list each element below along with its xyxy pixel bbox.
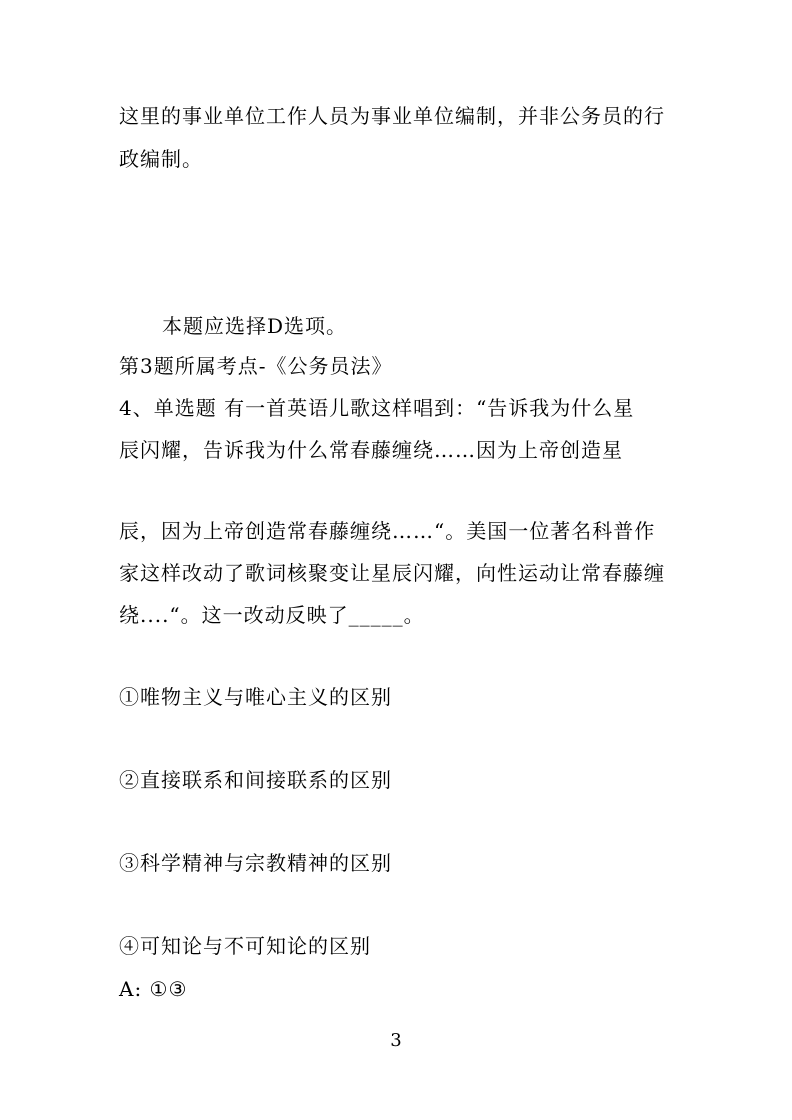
- statement-4: ④可知论与不可知论的区别: [119, 934, 371, 958]
- question-line: 家这样改动了歌词核聚变让星辰闪耀，向性运动让常春藤缠: [119, 561, 665, 585]
- question-line: 绕....“。这一改动反映了_____。: [119, 603, 425, 627]
- answer-note: 本题应选择D选项。: [162, 314, 348, 338]
- question-line: 辰，因为上帝创造常春藤缠绕……“。美国一位著名科普作: [119, 519, 656, 543]
- paragraph-line: 这里的事业单位工作人员为事业单位编制，并非公务员的行: [119, 104, 665, 128]
- option-a: A: ①③: [119, 977, 188, 1001]
- knowledge-point: 第3题所属考点-《公务员法》: [119, 354, 393, 378]
- paragraph-line: 政编制。: [119, 147, 203, 171]
- question-line: 辰闪耀，告诉我为什么常春藤缠绕……因为上帝创造星: [119, 438, 623, 462]
- page-number: 3: [390, 1030, 402, 1051]
- statement-2: ②直接联系和间接联系的区别: [119, 768, 392, 792]
- question-line: 4、单选题 有一首英语儿歌这样唱到：“告诉我为什么星: [119, 396, 635, 420]
- statement-3: ③科学精神与宗教精神的区别: [119, 851, 392, 875]
- statement-1: ①唯物主义与唯心主义的区别: [119, 685, 392, 709]
